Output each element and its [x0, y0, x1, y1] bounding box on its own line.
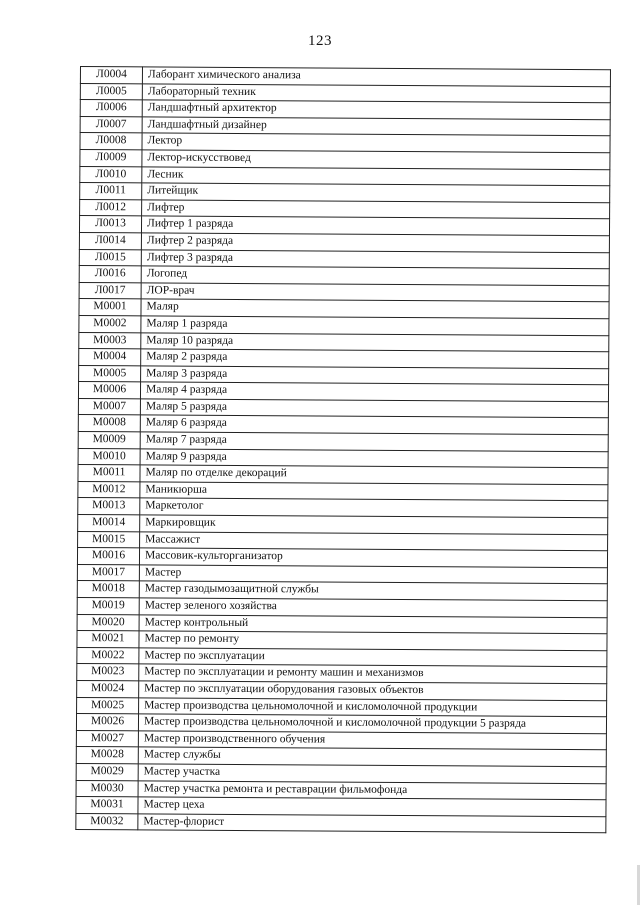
profession-code: М0009 [78, 432, 140, 449]
profession-code: М0017 [77, 564, 139, 581]
profession-code: Л0014 [79, 232, 141, 249]
profession-code: Л0013 [79, 216, 141, 233]
profession-code: М0007 [78, 398, 140, 415]
profession-code: М0025 [77, 697, 139, 714]
profession-code: М0019 [77, 597, 139, 614]
table-body [76, 67, 611, 834]
table-row [76, 813, 606, 833]
profession-code: Л0006 [80, 100, 142, 117]
profession-title: Ландшафтный архитектор [142, 100, 610, 119]
profession-title: Литейщик [142, 183, 610, 202]
profession-code: М0002 [79, 315, 141, 332]
profession-title: Маляр 6 разряда [140, 415, 608, 434]
profession-title: Лаборант химического анализа [142, 67, 610, 86]
profession-codes-table [75, 66, 611, 834]
profession-code: Л0011 [80, 183, 142, 200]
profession-code: М0029 [76, 763, 138, 780]
profession-code: М0030 [76, 780, 138, 797]
profession-code: М0016 [77, 548, 139, 565]
profession-title: Мастер производства цельномолочной и кисломолочной продукции [139, 697, 607, 716]
profession-code: Л0015 [79, 249, 141, 266]
profession-title: Маляр [141, 299, 609, 318]
profession-code: Л0012 [80, 199, 142, 216]
profession-code: М0001 [79, 299, 141, 316]
profession-title: Маляр 9 разряда [140, 449, 608, 468]
profession-title: Логопед [141, 266, 609, 285]
profession-title: Лектор [142, 133, 610, 152]
profession-title: Маляр 1 разряда [141, 316, 609, 335]
profession-code: М0023 [77, 664, 139, 681]
profession-title: Маляр 2 разряда [141, 349, 609, 368]
profession-title: Мастер участка [138, 764, 606, 783]
profession-title: Лесник [142, 166, 610, 185]
profession-title: Мастер производственного обучения [138, 731, 606, 750]
profession-title: Мастер участка ремонта и реставрации фильмофонда [138, 780, 606, 799]
profession-title: Лифтер [142, 200, 610, 219]
profession-title: Мастер службы [138, 747, 606, 766]
profession-title: Мастер по эксплуатации и ремонту машин и механизмов [139, 664, 607, 683]
profession-code: М0028 [76, 747, 138, 764]
profession-code: Л0004 [80, 67, 142, 84]
profession-title: Лектор-искусствовед [142, 150, 610, 169]
profession-code: М0008 [78, 415, 140, 432]
profession-code: Л0009 [80, 149, 142, 166]
profession-code: М0015 [78, 531, 140, 548]
profession-code: Л0007 [80, 116, 142, 133]
profession-code: М0032 [76, 813, 138, 830]
profession-title: Маляр 3 разряда [141, 366, 609, 385]
profession-code: М0003 [79, 332, 141, 349]
profession-code: Л0008 [80, 133, 142, 150]
profession-code: М0012 [78, 481, 140, 498]
profession-code: М0011 [78, 465, 140, 482]
profession-title: Маникюрша [140, 482, 608, 501]
profession-title: Мастер цеха [138, 797, 606, 816]
profession-code: М0014 [78, 515, 140, 532]
profession-code: М0024 [77, 680, 139, 697]
profession-code: М0005 [79, 365, 141, 382]
profession-code: М0010 [78, 448, 140, 465]
profession-title: ЛОР-врач [141, 283, 609, 302]
profession-code: М0013 [78, 498, 140, 515]
profession-code: М0004 [79, 349, 141, 366]
profession-title: Мастер производства цельномолочной и кисломолочной продукции 5 разряда [138, 714, 606, 733]
profession-title: Мастер зеленого хозяйства [139, 598, 607, 617]
profession-title: Лифтер 3 разряда [141, 249, 609, 268]
profession-title: Массовик-культорганизатор [139, 548, 607, 567]
profession-title: Маляр 10 разряда [141, 332, 609, 351]
profession-title: Мастер по ремонту [139, 631, 607, 650]
profession-title: Мастер контрольный [139, 614, 607, 633]
profession-code: М0026 [76, 714, 138, 731]
profession-title: Маркетолог [140, 498, 608, 517]
profession-code: М0006 [78, 382, 140, 399]
profession-title: Лифтер 1 разряда [141, 216, 609, 235]
profession-title: Лабораторный техник [142, 83, 610, 102]
profession-title: Мастер-флорист [138, 814, 606, 833]
profession-code: М0022 [77, 647, 139, 664]
profession-title: Мастер газодымозащитной службы [139, 581, 607, 600]
profession-code: Л0016 [79, 266, 141, 283]
profession-code: Л0017 [79, 282, 141, 299]
profession-title: Мастер по эксплуатации [139, 648, 607, 667]
profession-title: Массажист [140, 531, 608, 550]
profession-title: Мастер по эксплуатации оборудования газовых объектов [139, 681, 607, 700]
profession-title: Маляр по отделке декораций [140, 465, 608, 484]
profession-code: М0018 [77, 581, 139, 598]
profession-code: М0031 [76, 797, 138, 814]
profession-title: Маляр 7 разряда [140, 432, 608, 451]
profession-code: Л0005 [80, 83, 142, 100]
profession-title: Маркировщик [140, 515, 608, 534]
profession-title: Маляр 5 разряда [140, 399, 608, 418]
page-number: 123 [308, 33, 332, 49]
profession-code: Л0010 [80, 166, 142, 183]
profession-title: Ландшафтный дизайнер [142, 117, 610, 136]
profession-title: Мастер [139, 565, 607, 584]
profession-title: Маляр 4 разряда [140, 382, 608, 401]
profession-code: М0020 [77, 614, 139, 631]
profession-title: Лифтер 2 разряда [141, 233, 609, 252]
profession-code: М0021 [77, 631, 139, 648]
profession-code: М0027 [76, 730, 138, 747]
